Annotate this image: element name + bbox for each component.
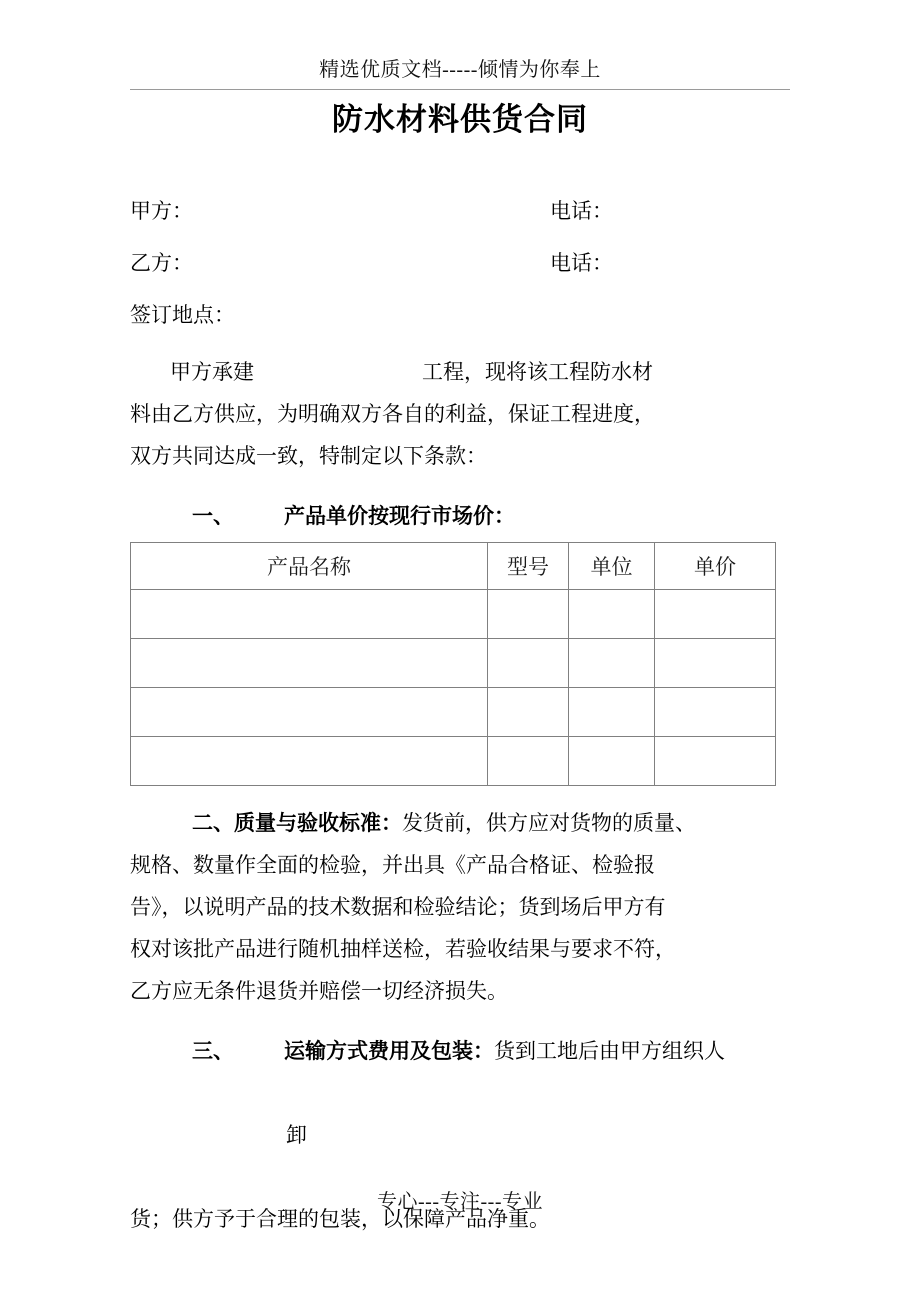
cell-unit-price[interactable]: [655, 638, 776, 687]
section-two-body-line-3: 告》，以说明产品的技术数据和检验结论；货到场后甲方有: [130, 894, 666, 919]
cell-model[interactable]: [488, 687, 569, 736]
cell-product-name[interactable]: [131, 736, 488, 785]
signing-place-label: 签订地点：: [130, 302, 235, 327]
cell-product-name[interactable]: [131, 638, 488, 687]
party-information-block: [130, 185, 790, 341]
section-two-body-line-4: 权对该批产品进行随机抽样送检，若验收结果与要求不符，: [130, 936, 676, 961]
column-header-unit-price: 单价: [655, 542, 776, 589]
cell-unit[interactable]: [569, 638, 655, 687]
section-three-title: 运输方式费用及包装：: [284, 1038, 494, 1063]
intro-lead-text: 甲方承建: [170, 359, 254, 384]
cell-unit-price[interactable]: [655, 589, 776, 638]
section-three-number: 三、: [192, 1038, 234, 1063]
section-two-body-line-1: 发货前，供方应对货物的质量、: [402, 810, 696, 835]
party-a-phone-label: 电话：: [550, 198, 613, 223]
section-two-heading: [130, 802, 790, 844]
cell-unit[interactable]: [569, 687, 655, 736]
table-row: [131, 589, 776, 638]
table-row: [131, 736, 776, 785]
section-two-body-line-2: 规格、数量作全面的检验，并出具《产品合格证、检验报: [130, 852, 655, 877]
cell-model[interactable]: [488, 638, 569, 687]
party-b-label: 乙方：: [130, 250, 193, 275]
signing-place-row: [130, 289, 790, 341]
section-one: [130, 495, 790, 786]
intro-line-3: 双方共同达成一致，特制定以下条款：: [130, 443, 487, 468]
page-title: 防水材料供货合同: [332, 102, 588, 137]
section-one-heading: [130, 495, 790, 537]
section-three-body-line-2: 卸: [286, 1122, 307, 1147]
intro-line-2: 料由乙方供应，为明确双方各自的利益，保证工程进度，: [130, 401, 655, 426]
cell-unit[interactable]: [569, 589, 655, 638]
cell-unit-price[interactable]: [655, 736, 776, 785]
cell-unit[interactable]: [569, 736, 655, 785]
party-b-phone-label: 电话：: [550, 250, 613, 275]
section-two-body-line-5: 乙方应无条件退货并赔偿一切经济损失。: [130, 978, 508, 1003]
intro-line-1: [130, 351, 790, 393]
table-row: [131, 687, 776, 736]
section-two-title: 质量与验收标准：: [234, 810, 402, 835]
intro-paragraph: [130, 351, 790, 477]
column-header-unit: 单位: [569, 542, 655, 589]
document-content: [130, 0, 790, 1240]
cell-model[interactable]: [488, 736, 569, 785]
party-b-row: [130, 237, 790, 289]
section-two: [130, 802, 790, 1012]
section-two-body: [130, 844, 790, 1012]
section-one-number: 一、: [192, 503, 234, 528]
section-three-heading: [130, 1030, 790, 1072]
column-header-model: 型号: [488, 542, 569, 589]
cell-model[interactable]: [488, 589, 569, 638]
table-row: [131, 638, 776, 687]
cell-product-name[interactable]: [131, 687, 488, 736]
column-header-product-name: 产品名称: [131, 542, 488, 589]
header-divider: [130, 89, 790, 90]
section-one-title: 产品单价按现行市场价：: [284, 503, 515, 528]
section-three-body-line-2-wrapper: [130, 1072, 790, 1198]
section-two-number: 二、: [192, 810, 234, 835]
table-header-row: [131, 542, 776, 589]
document-header-note: 精选优质文档-----倾情为你奉上: [319, 59, 601, 81]
party-a-label: 甲方：: [130, 198, 193, 223]
section-three-body-line-3: 货；供方予于合理的包装，以保障产品净重。: [130, 1206, 550, 1231]
section-three-body-line-1: 货到工地后由甲方组织人: [494, 1038, 725, 1063]
party-a-row: [130, 185, 790, 237]
price-table: [130, 542, 776, 786]
document-footer-note: 专心---专注---专业: [377, 1191, 543, 1213]
cell-product-name[interactable]: [131, 589, 488, 638]
intro-tail-text: 工程，现将该工程防水材: [422, 359, 653, 384]
cell-unit-price[interactable]: [655, 687, 776, 736]
